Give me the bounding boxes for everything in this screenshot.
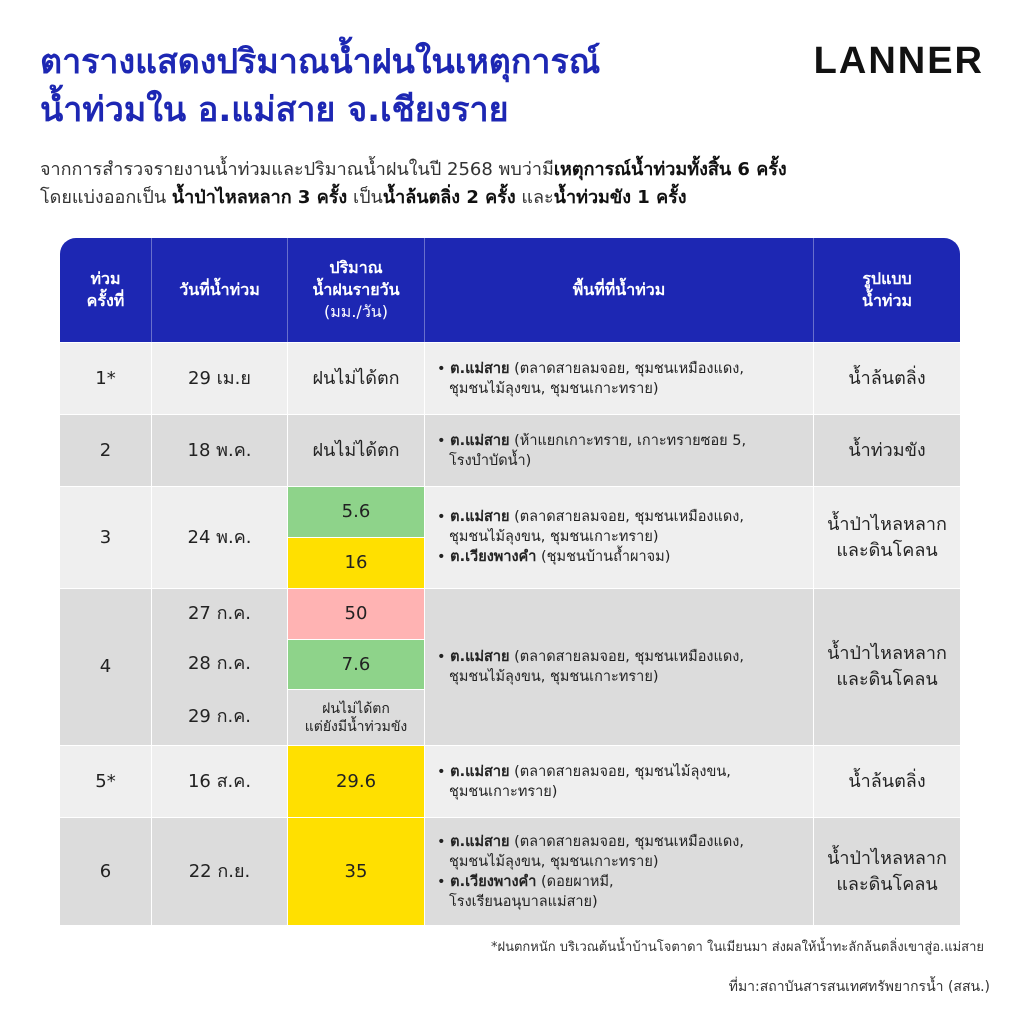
flood-date: 24 พ.ค. [152, 487, 288, 588]
area-name: ต.แม่สาย [450, 360, 510, 377]
area-bullet: • ต.แม่สาย (ห้าแยกเกาะทราย, เกาะทรายซอย 5, โรงบำบัดน้ำ) [437, 432, 747, 469]
rainfall-value: ฝนไม่ได้ตก [288, 415, 425, 486]
intro-line-2 [40, 184, 990, 212]
flood-date: 28 ก.ค. [187, 653, 251, 674]
rainfall-note-line: แต่ยังมีน้ำท่วมขัง [304, 718, 408, 735]
rainfall-note [288, 689, 424, 745]
area-bullet: • ต.แม่สาย (ตลาดสายลมจอย, ชุมชนไม้ลุงขน, ชุมชนเกาะทราย) [437, 763, 731, 800]
area-bullets: • ต.แม่สาย (ตลาดสายลมจอย, ชุมชนเหมืองแดง, ชุมชนไม้ลุงขน, ชุมชนเกาะทราย) • ต.เวียงพางคำ (ดอยผาหมี, โรงเรียนอนุบาลแม่สาย) [437, 833, 744, 910]
table-row [60, 342, 960, 414]
flood-area [425, 343, 814, 414]
area-detail: ชุมชนไม้ลุงขน, ชุมชนเกาะทราย) [449, 528, 659, 545]
area-bullets: • ต.แม่สาย (ตลาดสายลมจอย, ชุมชนเหมืองแดง, ชุมชนไม้ลุงขน, ชุมชนเกาะทราย) • ต.เวียงพางคำ (ชุมชนบ้านถ้ำผาจม) [437, 508, 744, 565]
flood-type [814, 589, 960, 745]
area-detail: (ห้าแยกเกาะทราย, เกาะทรายซอย 5, [509, 432, 747, 449]
area-name: ต.แม่สาย [450, 432, 510, 449]
table-row [60, 817, 960, 925]
flood-number: 2 [60, 415, 152, 486]
area-bullet: • ต.แม่สาย (ตลาดสายลมจอย, ชุมชนเหมืองแดง, ชุมชนไม้ลุงขน, ชุมชนเกาะทราย) [437, 360, 744, 397]
header-daily-rainfall [288, 238, 425, 342]
header-flood-area: พื้นที่ที่น้ำท่วม [425, 238, 814, 342]
title-line-2: น้ำท่วมใน อ.แม่สาย จ.เชียงราย [40, 90, 509, 130]
intro-highlight: น้ำป่าไหลหลาก 3 ครั้ง [171, 187, 348, 208]
rainfall-value: 5.6 [288, 487, 424, 537]
intro-text-part: และ [515, 187, 554, 208]
flood-area [425, 487, 814, 588]
rainfall-stack [288, 487, 425, 588]
area-name: ต.แม่สาย [450, 508, 510, 525]
flood-date: 29 เม.ย [152, 343, 288, 414]
brand-logo: LANNER [813, 40, 984, 82]
rainfall-value: 7.6 [288, 639, 424, 689]
rainfall-note-line: ฝนไม่ได้ตก [322, 700, 390, 717]
header-unit: (มม./วัน) [324, 302, 388, 321]
header-text: ปริมาณ [329, 258, 383, 277]
header-flood-date: วันที่น้ำท่วม [152, 238, 288, 342]
area-detail: (ตลาดสายลมจอย, ชุมชนเหมืองแดง, [509, 649, 744, 665]
flood-date: 18 พ.ค. [152, 415, 288, 486]
flood-type-line: น้ำป่าไหลหลาก [827, 513, 947, 535]
flood-type: น้ำล้นตลิ่ง [848, 770, 926, 792]
area-name: ต.แม่สาย [450, 763, 510, 780]
intro-text [40, 156, 990, 212]
area-name: ต.เวียงพางคำ [450, 548, 537, 565]
flood-area [425, 589, 814, 745]
flood-area [425, 415, 814, 486]
header-text: รูปแบบ [862, 269, 912, 288]
header-text: น้ำท่วม [862, 291, 912, 310]
rainfall-value: 16 [288, 537, 424, 588]
flood-dates [152, 589, 288, 745]
flood-type-line: และดินโคลน [836, 539, 938, 561]
area-detail: (ตลาดสายลมจอย, ชุมชนไม้ลุงขน, [509, 763, 731, 780]
header-text: ท่วม [90, 269, 121, 288]
flood-number: 4 [60, 589, 152, 745]
header-flood-number [60, 238, 152, 342]
area-detail: (ตลาดสายลมจอย, ชุมชนเหมืองแดง, [509, 833, 744, 850]
area-bullet: • ต.แม่สาย (ตลาดสายลมจอย, ชุมชนเหมืองแดง, ชุมชนไม้ลุงขน, ชุมชนเกาะทราย) [437, 649, 744, 685]
flood-date: 22 ก.ย. [152, 818, 288, 925]
flood-type [814, 487, 960, 588]
area-detail: ชุมชนไม้ลุงขน, ชุมชนเกาะทราย) [449, 380, 659, 397]
rainfall-value: 35 [288, 818, 425, 925]
footnote: *ฝนตกหนัก บริเวณต้นน้ำบ้านโจตาดา ในเมียนมา ส่งผลให้น้ำทะลักล้นตลิ่งเขาสู่อ.แม่สาย [490, 940, 984, 955]
flood-type-line: น้ำป่าไหลหลาก [827, 643, 947, 664]
page-title [40, 38, 600, 134]
rainfall-value: ฝนไม่ได้ตก [288, 343, 425, 414]
flood-type-line: และดินโคลน [836, 669, 938, 690]
intro-text-part: โดยแบ่งออกเป็น [40, 187, 172, 208]
intro-highlight: เหตุการณ์น้ำท่วมทั้งสิ้น 6 ครั้ง [553, 159, 787, 180]
source-credit: ที่มา:สถาบันสารสนเทศทรัพยากรน้ำ (สสน.) [728, 979, 990, 995]
header-text: ครั้งที่ [86, 291, 125, 310]
flood-rainfall-table [60, 238, 960, 925]
intro-highlight: น้ำท่วมขัง 1 ครั้ง [553, 187, 687, 208]
flood-type: น้ำท่วมขัง [848, 439, 926, 461]
flood-number: 1* [60, 343, 152, 414]
flood-area [425, 818, 814, 925]
flood-type [814, 818, 960, 925]
table-header [60, 238, 960, 342]
table-row [60, 745, 960, 817]
flood-date: 29 ก.ค. [187, 706, 251, 727]
area-name: ต.เวียงพางคำ [450, 873, 537, 890]
flood-type-line: น้ำป่าไหลหลาก [827, 847, 947, 869]
table-row [60, 414, 960, 486]
rainfall-stack [288, 589, 425, 745]
flood-date: 16 ส.ค. [152, 746, 288, 817]
area-detail: (ตลาดสายลมจอย, ชุมชนเหมืองแดง, [509, 508, 744, 525]
intro-text-part: เป็น [347, 187, 383, 208]
flood-number: 5* [60, 746, 152, 817]
area-detail: (ชุมชนบ้านถ้ำผาจม) [536, 548, 671, 565]
area-name: ต.แม่สาย [450, 833, 510, 850]
area-detail: ชุมชนไม้ลุงขน, ชุมชนเกาะทราย) [449, 669, 659, 685]
area-detail: โรงบำบัดน้ำ) [449, 452, 532, 469]
area-detail: ชุมชนเกาะทราย) [449, 783, 558, 800]
title-line-1: ตารางแสดงปริมาณน้ำฝนในเหตุการณ์ [40, 42, 601, 82]
rainfall-value: 29.6 [288, 746, 425, 817]
table-row [60, 588, 960, 745]
area-detail: (ตลาดสายลมจอย, ชุมชนเหมืองแดง, [509, 360, 744, 377]
rainfall-value: 50 [288, 589, 424, 639]
area-detail: โรงเรียนอนุบาลแม่สาย) [449, 893, 598, 910]
area-name: ต.แม่สาย [450, 649, 510, 665]
header-flood-type [814, 238, 960, 342]
header-text: น้ำฝนรายวัน [312, 280, 400, 299]
flood-type-line: และดินโคลน [836, 873, 938, 895]
flood-number: 3 [60, 487, 152, 588]
flood-date: 27 ก.ค. [187, 603, 251, 624]
table-row [60, 486, 960, 588]
intro-line-1 [40, 156, 990, 184]
flood-type: น้ำล้นตลิ่ง [848, 367, 926, 389]
intro-highlight: น้ำล้นตลิ่ง 2 ครั้ง [382, 187, 516, 208]
area-detail: ชุมชนไม้ลุงขน, ชุมชนเกาะทราย) [449, 853, 659, 870]
area-detail: (ดอยผาหมี, [536, 873, 614, 890]
flood-number: 6 [60, 818, 152, 925]
intro-text-part: จากการสำรวจรายงานน้ำท่วมและปริมาณน้ำฝนในปี 2568 พบว่ามี [40, 159, 554, 180]
flood-area [425, 746, 814, 817]
